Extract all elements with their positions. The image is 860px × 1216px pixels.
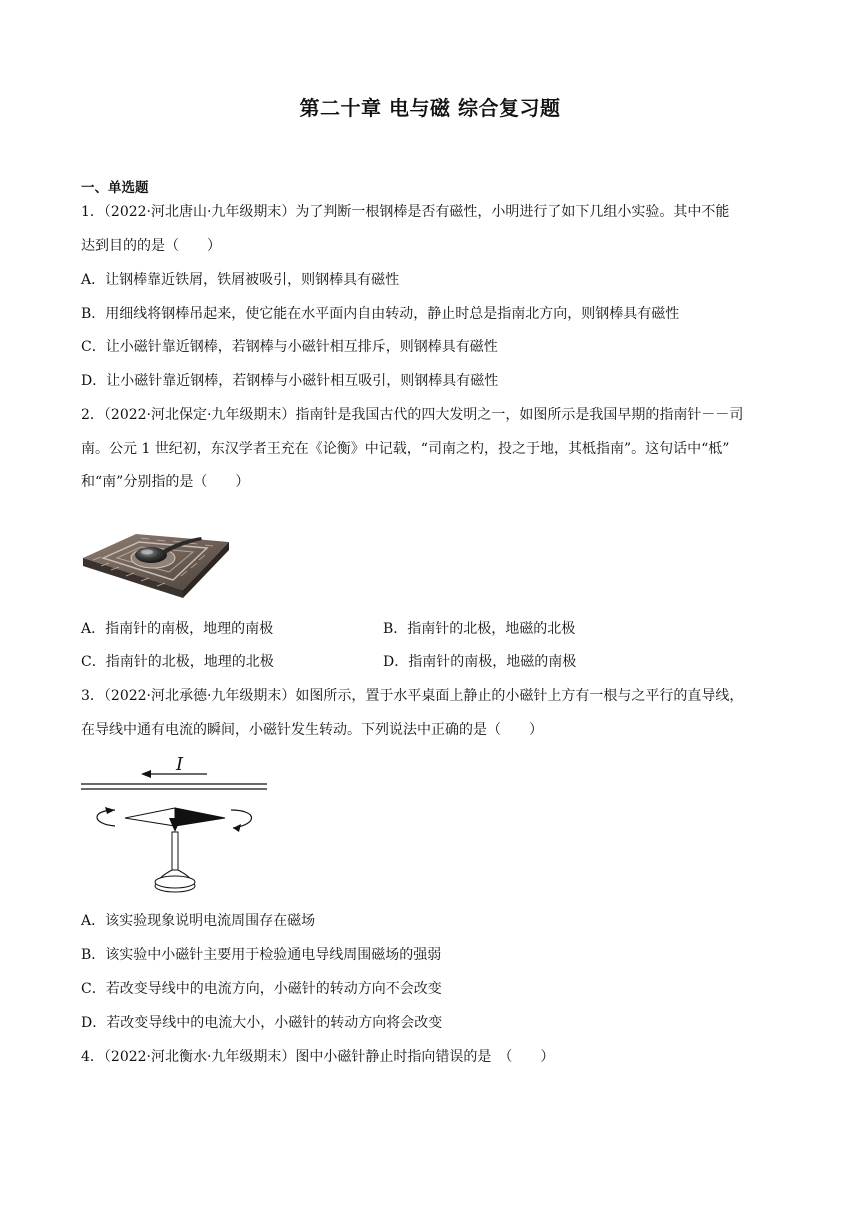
q2-stem-line1: 2．（2022·河北保定·九年级期末）指南针是我国古代的四大发明之一，如图所示是我国早期的指南针－－司: [81, 407, 744, 423]
needle-stand: [172, 832, 178, 872]
sinan-compass-figure: [81, 528, 231, 604]
q3-option-c: C．若改变导线中的电流方向，小磁针的转动方向不会改变: [81, 981, 442, 997]
q1-option-b: B．用细线将钢棒吊起来，使它能在水平面内自由转动，静止时总是指南北方向，则钢棒具有磁性: [81, 306, 680, 322]
needle-north-half: [175, 808, 225, 826]
rotation-arrow-right-icon: [231, 810, 252, 828]
q4-stem-line1: 4．（2022·河北衡水·九年级期末）图中小磁针静止时指向错误的是 （ ）: [81, 1049, 555, 1065]
needle-south-half: [125, 808, 175, 826]
q2-stem-line2: 南。公元 1 世纪初，东汉学者王充在《论衡》中记载，“司南之杓，投之于地，其柢指南”。这句话中“柢”: [81, 441, 730, 457]
q1-stem-line2: 达到目的的是（ ）: [81, 238, 221, 254]
q2-option-a: A．指南针的南极，地理的南极: [81, 621, 274, 637]
page-title: 第二十章 电与磁 综合复习题: [299, 96, 561, 120]
q3-stem-line1: 3．（2022·河北承德·九年级期末）如图所示，置于水平桌面上静止的小磁针上方有一根与之平行的直导线，: [81, 688, 744, 704]
current-label: I: [176, 754, 184, 775]
section-heading: 一、单选题: [81, 180, 149, 196]
q3-option-a: A．该实验现象说明电流周围存在磁场: [81, 913, 316, 929]
q3-option-d: D．若改变导线中的电流大小，小磁针的转动方向将会改变: [81, 1015, 443, 1031]
rotation-arrow-left-icon: [97, 810, 115, 826]
q2-option-d: D．指南针的南极，地磁的南极: [383, 654, 577, 670]
q3-option-b: B．该实验中小磁针主要用于检验通电导线周围磁场的强弱: [81, 947, 442, 963]
wire-needle-figure: [81, 752, 269, 898]
q2-option-b: B．指南针的北极，地磁的北极: [383, 621, 576, 637]
q1-option-d: D．让小磁针靠近钢棒，若钢棒与小磁针相互吸引，则钢棒具有磁性: [81, 373, 499, 389]
q1-option-a: A．让钢棒靠近铁屑，铁屑被吸引，则钢棒具有磁性: [81, 272, 400, 288]
q2-option-c: C．指南针的北极，地理的北极: [81, 654, 274, 670]
q1-option-c: C．让小磁针靠近钢棒，若钢棒与小磁针相互排斥，则钢棒具有磁性: [81, 339, 498, 355]
q3-stem-line2: 在导线中通有电流的瞬间，小磁针发生转动。下列说法中正确的是（ ）: [81, 722, 543, 738]
q2-stem-line3: 和“南”分别指的是（ ）: [81, 474, 250, 490]
q1-stem-line1: 1．（2022·河北唐山·九年级期末）为了判断一根钢棒是否有磁性，小明进行了如下几组小实验。其中不能: [81, 204, 730, 220]
